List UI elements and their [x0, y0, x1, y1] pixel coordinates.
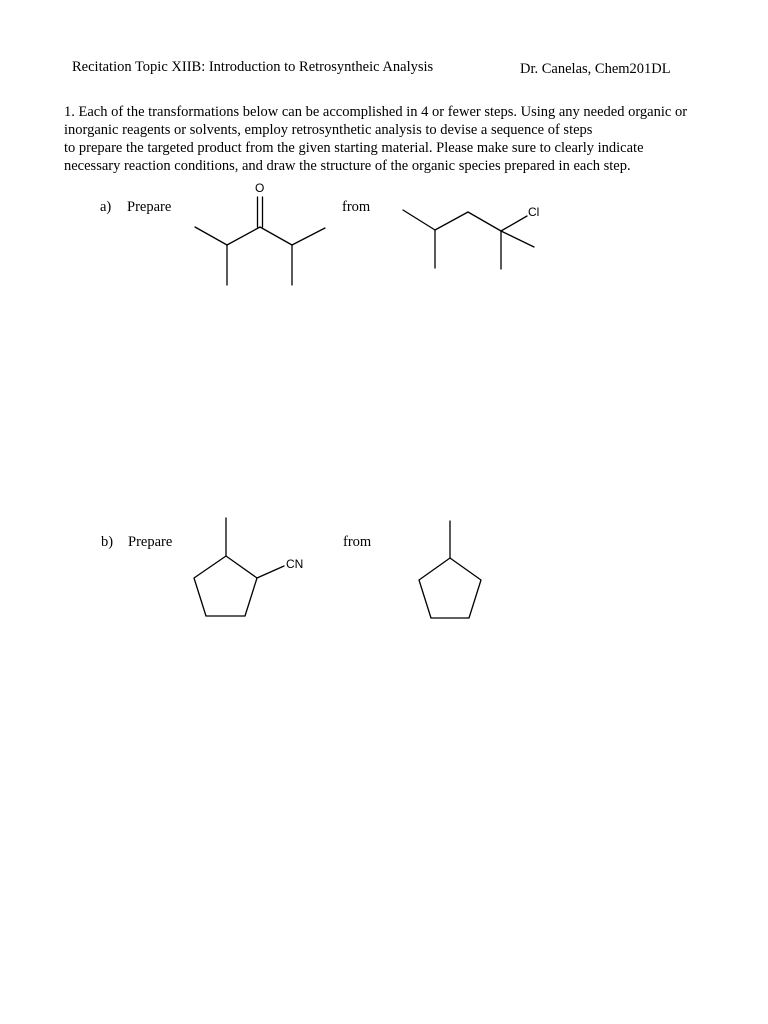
part-b-letter: b): [101, 534, 114, 550]
oxygen-atom-label: O: [255, 181, 265, 195]
nitrile-group-label: CN: [286, 557, 304, 571]
chlorine-atom-label: Cl: [528, 205, 540, 219]
question-line: inorganic reagents or solvents, employ retrosynthetic analysis to devise a sequence of steps: [64, 122, 593, 138]
part-a-from-label: from: [342, 199, 371, 215]
cyclopentane-ring: [419, 558, 481, 618]
page-header-topic: Recitation Topic XIIB: Introduction to Retrosyntheic Analysis: [72, 59, 434, 75]
part-a-prepare-label: Prepare: [127, 199, 172, 215]
part-a-letter: a): [100, 199, 112, 215]
part-b-prepare-label: Prepare: [128, 534, 173, 550]
part-b-from-label: from: [343, 534, 372, 550]
page-header-instructor: Dr. Canelas, Chem201DL: [520, 61, 671, 77]
question-line: 1. Each of the transformations below can be accomplished in 4 or fewer steps. Using any needed organic or: [64, 104, 688, 120]
question-line: to prepare the targeted product from the given starting material. Please make sure to clearly indicate: [64, 140, 644, 156]
question-line: necessary reaction conditions, and draw the structure of the organic species prepared in each step.: [64, 158, 631, 174]
